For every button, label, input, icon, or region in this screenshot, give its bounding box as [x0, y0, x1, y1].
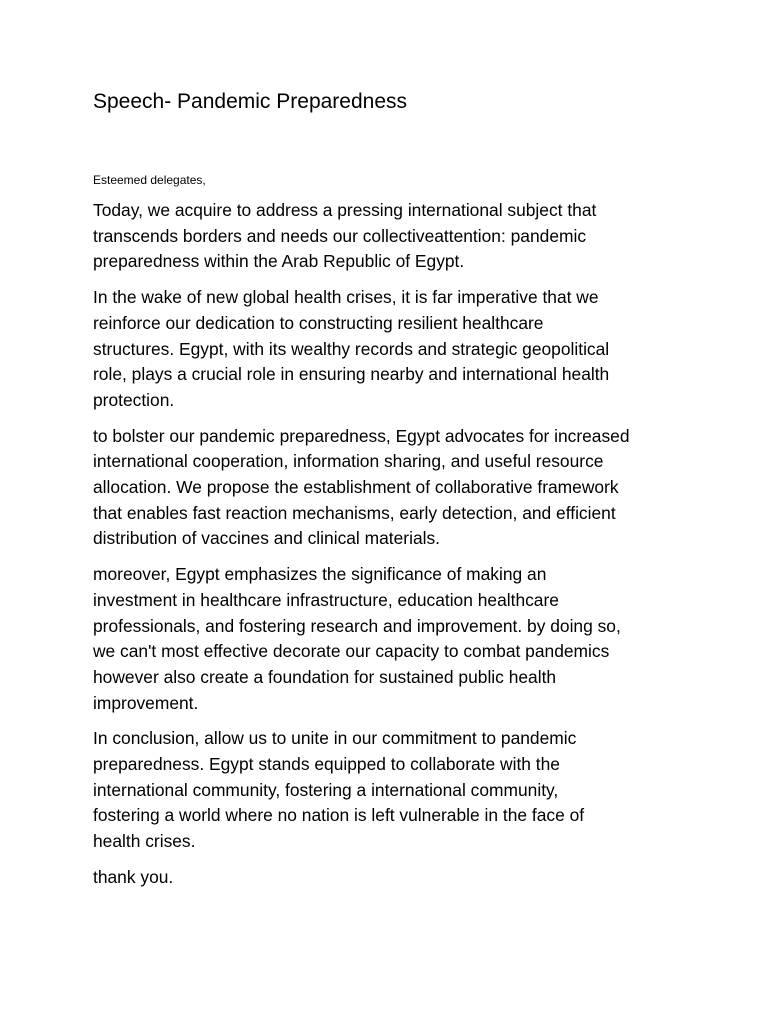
- paragraph-infrastructure: moreover, Egypt emphasizes the significance of making an investment in healthcare infrastructure, education healthcare professionals, and fostering research and improvement. by doing so, we can't most effective decorate our capacity to combat pandemics however also create a foundation for sustained public health improvement.: [93, 564, 621, 713]
- paragraph-conclusion: In conclusion, allow us to unite in our commitment to pandemic preparedness. Egypt stands equipped to collaborate with the international community, fostering a international community, fostering a world where no nation is left vulnerable in the face of health crises.: [93, 728, 585, 852]
- paragraph-cooperation: to bolster our pandemic preparedness, Egypt advocates for increased international cooperation, information sharing, and useful resource allocation. We propose the establishment of collaborative framework that enables fast reaction mechanisms, early detection, and efficient distribution of vaccines and clinical materials.: [93, 425, 630, 549]
- paragraph-closing: thank you.: [93, 866, 174, 887]
- paragraph-health-crises: In the wake of new global health crises, it is far imperative that we reinforce our dedication to constructing resilient healthcare structures. Egypt, with its wealthy records and strategic geopolitical role, plays a crucial role in ensuring nearby and international health protection.: [93, 287, 610, 410]
- document-title: Speech- Pandemic Preparedness: [93, 90, 408, 113]
- speech-body: [93, 198, 683, 891]
- document-page: [93, 88, 683, 901]
- paragraph-intro: Today, we acquire to address a pressing international subject that transcends borders and needs our collectiveattention: pandemic preparedness within the Arab Republic of Egypt.: [93, 200, 597, 272]
- salutation: Esteemed delegates,: [93, 173, 206, 187]
